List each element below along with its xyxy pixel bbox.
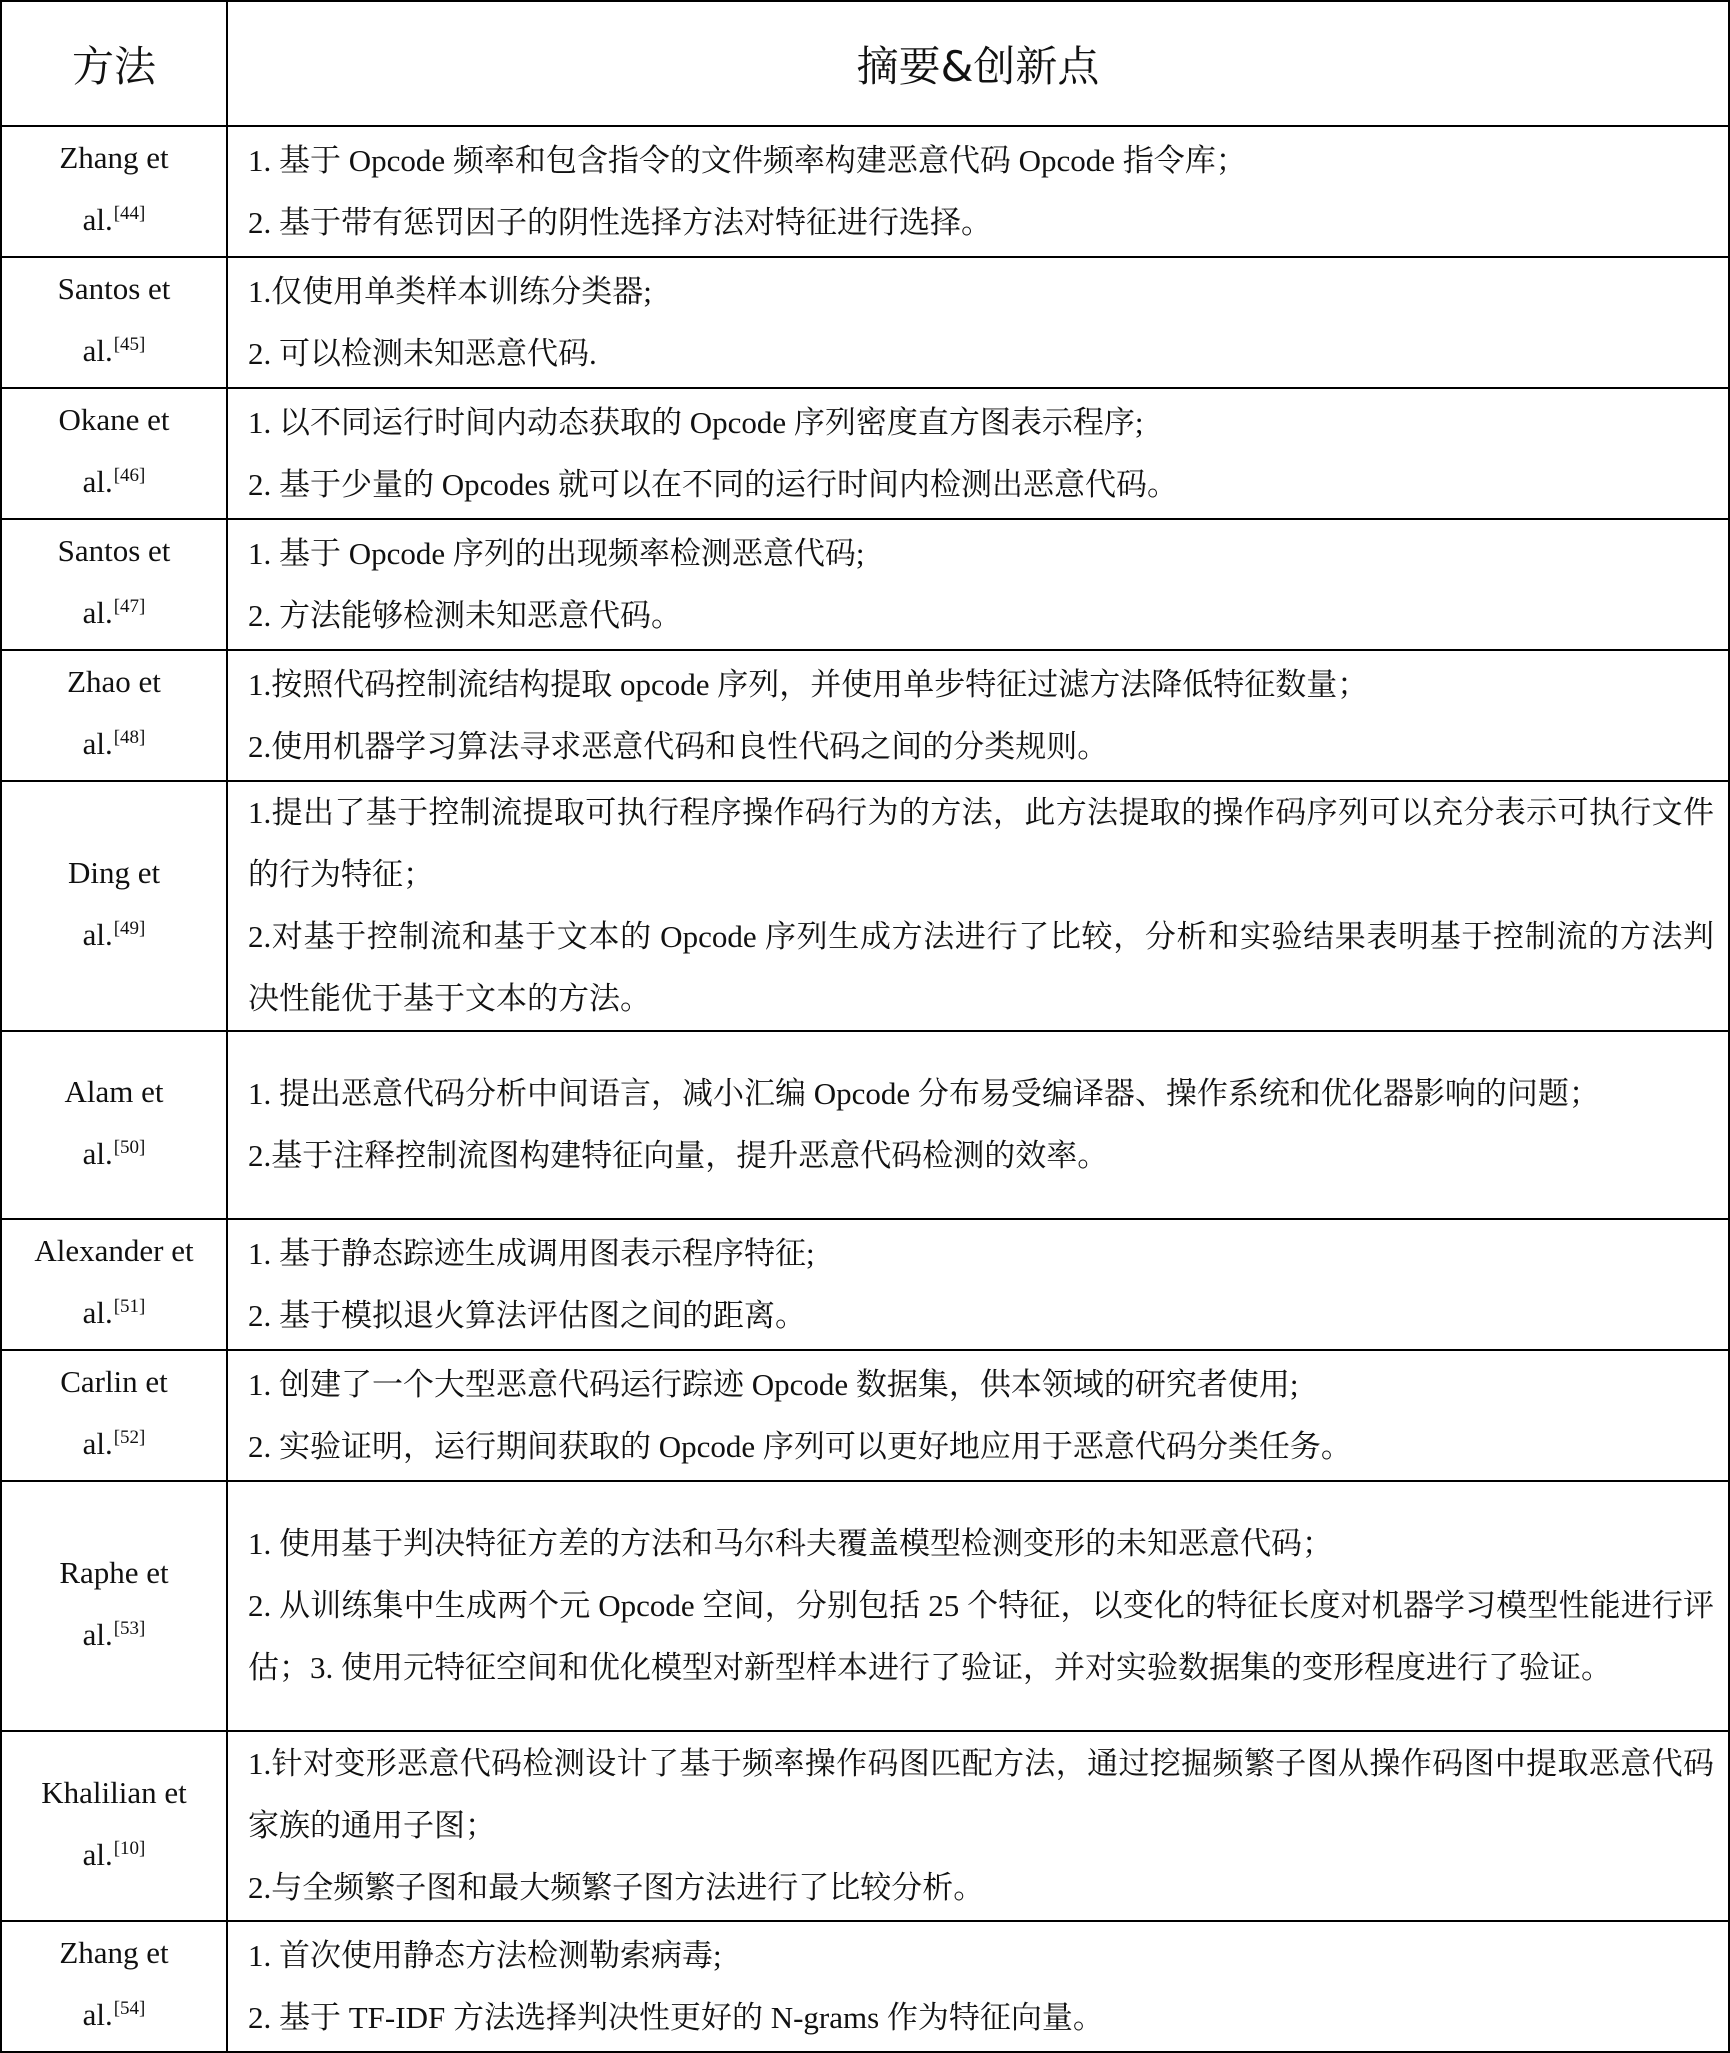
citation-ref: [48] <box>113 727 146 748</box>
table-row <box>1 1731 1729 1921</box>
summary-cell <box>227 126 1729 257</box>
author-line-2: al. <box>82 1997 113 2032</box>
author-line-1: Santos et <box>57 533 171 568</box>
author-line-2: al. <box>82 1135 113 1171</box>
summary-point: 2. 实验证明，运行期间获取的 Opcode 序列可以更好地应用于恶意代码分类任务。 <box>248 1428 1352 1464</box>
author-line-1: Zhao et <box>67 664 161 699</box>
summary-point: 2.基于注释控制流图构建特征向量，提升恶意代码检测的效率。 <box>248 1138 1109 1173</box>
author-line-2: al. <box>82 202 113 237</box>
author-line-2: al. <box>82 1836 113 1872</box>
citation-ref: [50] <box>113 1136 146 1158</box>
summary-point: 2.与全频繁子图和最大频繁子图方法进行了比较分析。 <box>248 1870 985 1905</box>
method-cell <box>1 1031 227 1219</box>
summary-point: 1.按照代码控制流结构提取 opcode 序列，并使用单步特征过滤方法降低特征数量； <box>248 666 1369 702</box>
citation-ref: [47] <box>113 596 146 617</box>
summary-point: 1. 基于 Opcode 序列的出现频率检测恶意代码; <box>248 535 865 571</box>
author-line-1: Zhang et <box>59 140 169 175</box>
table-row <box>1 388 1729 519</box>
summary-point: 1.仅使用单类样本训练分类器; <box>248 273 652 309</box>
method-cell <box>1 519 227 650</box>
author-line-1: Carlin et <box>60 1364 168 1399</box>
citation-ref: [10] <box>113 1837 146 1859</box>
author-line-1: Zhang et <box>59 1935 169 1970</box>
table-row <box>1 126 1729 257</box>
citation-ref: [46] <box>113 465 146 486</box>
author-line-2: al. <box>82 464 113 499</box>
author-line-2: al. <box>82 916 113 952</box>
table-row <box>1 1031 1729 1219</box>
citation-ref: [44] <box>113 203 146 224</box>
summary-point: 1. 基于静态踪迹生成调用图表示程序特征; <box>248 1235 815 1271</box>
method-column-header: 方法 <box>1 1 227 126</box>
summary-point: 2. 基于 TF-IDF 方法选择判决性更好的 N-grams 作为特征向量。 <box>248 1999 1104 2035</box>
method-cell <box>1 1219 227 1350</box>
summary-cell <box>227 257 1729 388</box>
summary-point: 2. 可以检测未知恶意代码. <box>248 335 597 371</box>
method-cell <box>1 781 227 1031</box>
author-line-1: Alam et <box>64 1073 164 1109</box>
method-cell <box>1 1481 227 1731</box>
summary-point: 1.针对变形恶意代码检测设计了基于频率操作码图匹配方法，通过挖掘频繁子图从操作码图中提取恶意代码家族的通用子图； <box>248 1746 1714 1843</box>
citation-ref: [52] <box>113 1427 146 1448</box>
author-line-2: al. <box>82 726 113 761</box>
summary-point: 2.对基于控制流和基于文本的 Opcode 序列生成方法进行了比较，分析和实验结果表明基于控制流的方法判决性能优于基于文本的方法。 <box>248 919 1714 1016</box>
table-body <box>1 126 1729 2052</box>
author-line-2: al. <box>82 1426 113 1461</box>
summary-point: 2. 基于模拟退火算法评估图之间的距离。 <box>248 1297 806 1333</box>
table-row <box>1 519 1729 650</box>
summary-point: 2. 基于带有惩罚因子的阴性选择方法对特征进行选择。 <box>248 204 992 240</box>
table-row <box>1 1921 1729 2052</box>
citation-ref: [53] <box>113 1617 146 1639</box>
author-line-2: al. <box>82 1616 113 1652</box>
summary-point: 1. 以不同运行时间内动态获取的 Opcode 序列密度直方图表示程序; <box>248 404 1144 440</box>
summary-point: 1. 使用基于判决特征方差的方法和马尔科夫覆盖模型检测变形的未知恶意代码； <box>248 1526 1333 1561</box>
author-line-2: al. <box>82 333 113 368</box>
author-line-1: Okane et <box>58 402 170 437</box>
summary-cell <box>227 1731 1729 1921</box>
summary-cell <box>227 519 1729 650</box>
author-line-1: Ding et <box>67 854 161 890</box>
author-line-1: Alexander et <box>34 1233 194 1268</box>
summary-point: 2.使用机器学习算法寻求恶意代码和良性代码之间的分类规则。 <box>248 728 1109 764</box>
method-cell <box>1 1921 227 2052</box>
method-cell <box>1 650 227 781</box>
table-row <box>1 257 1729 388</box>
summary-point: 1. 创建了一个大型恶意代码运行踪迹 Opcode 数据集，供本领域的研究者使用; <box>248 1366 1299 1402</box>
citation-ref: [54] <box>113 1998 146 2019</box>
author-line-1: Raphe et <box>59 1554 169 1590</box>
citation-ref: [51] <box>113 1296 146 1317</box>
summary-cell <box>227 1481 1729 1731</box>
author-line-2: al. <box>82 595 113 630</box>
table-row <box>1 1481 1729 1731</box>
table-row <box>1 650 1729 781</box>
summary-cell <box>227 650 1729 781</box>
table-row <box>1 781 1729 1031</box>
citation-ref: [49] <box>113 917 146 939</box>
method-cell <box>1 388 227 519</box>
summary-column-header: 摘要&创新点 <box>227 1 1729 126</box>
method-cell <box>1 257 227 388</box>
table-row <box>1 1350 1729 1481</box>
summary-cell <box>227 1219 1729 1350</box>
table-header-row <box>1 1 1729 126</box>
author-line-1: Khalilian et <box>41 1774 187 1810</box>
citation-ref: [45] <box>113 334 146 355</box>
summary-cell <box>227 781 1729 1031</box>
summary-cell <box>227 1921 1729 2052</box>
table-row <box>1 1219 1729 1350</box>
summary-point: 2. 基于少量的 Opcodes 就可以在不同的运行时间内检测出恶意代码。 <box>248 466 1178 502</box>
summary-cell <box>227 1350 1729 1481</box>
summary-point: 1. 首次使用静态方法检测勒索病毒; <box>248 1937 722 1973</box>
summary-point: 2. 从训练集中生成两个元 Opcode 空间，分别包括 25 个特征，以变化的特征长度对机器学习模型性能进行评估；3. 使用元特征空间和优化模型对新型样本进行了验证，并对实验数据集的变形程度进行了验证。 <box>248 1588 1714 1685</box>
method-cell <box>1 1350 227 1481</box>
author-line-2: al. <box>82 1295 113 1330</box>
summary-cell <box>227 388 1729 519</box>
summary-cell <box>227 1031 1729 1219</box>
method-cell <box>1 126 227 257</box>
author-line-1: Santos et <box>57 271 171 306</box>
method-cell <box>1 1731 227 1921</box>
summary-point: 1. 基于 Opcode 频率和包含指令的文件频率构建恶意代码 Opcode 指令库； <box>248 142 1247 178</box>
summary-point: 2. 方法能够检测未知恶意代码。 <box>248 597 682 633</box>
summary-point: 1. 提出恶意代码分析中间语言，减小汇编 Opcode 分布易受编译器、操作系统和优化器影响的问题； <box>248 1076 1600 1111</box>
summary-point: 1.提出了基于控制流提取可执行程序操作码行为的方法，此方法提取的操作码序列可以充分表示可执行文件的行为特征； <box>248 795 1714 892</box>
